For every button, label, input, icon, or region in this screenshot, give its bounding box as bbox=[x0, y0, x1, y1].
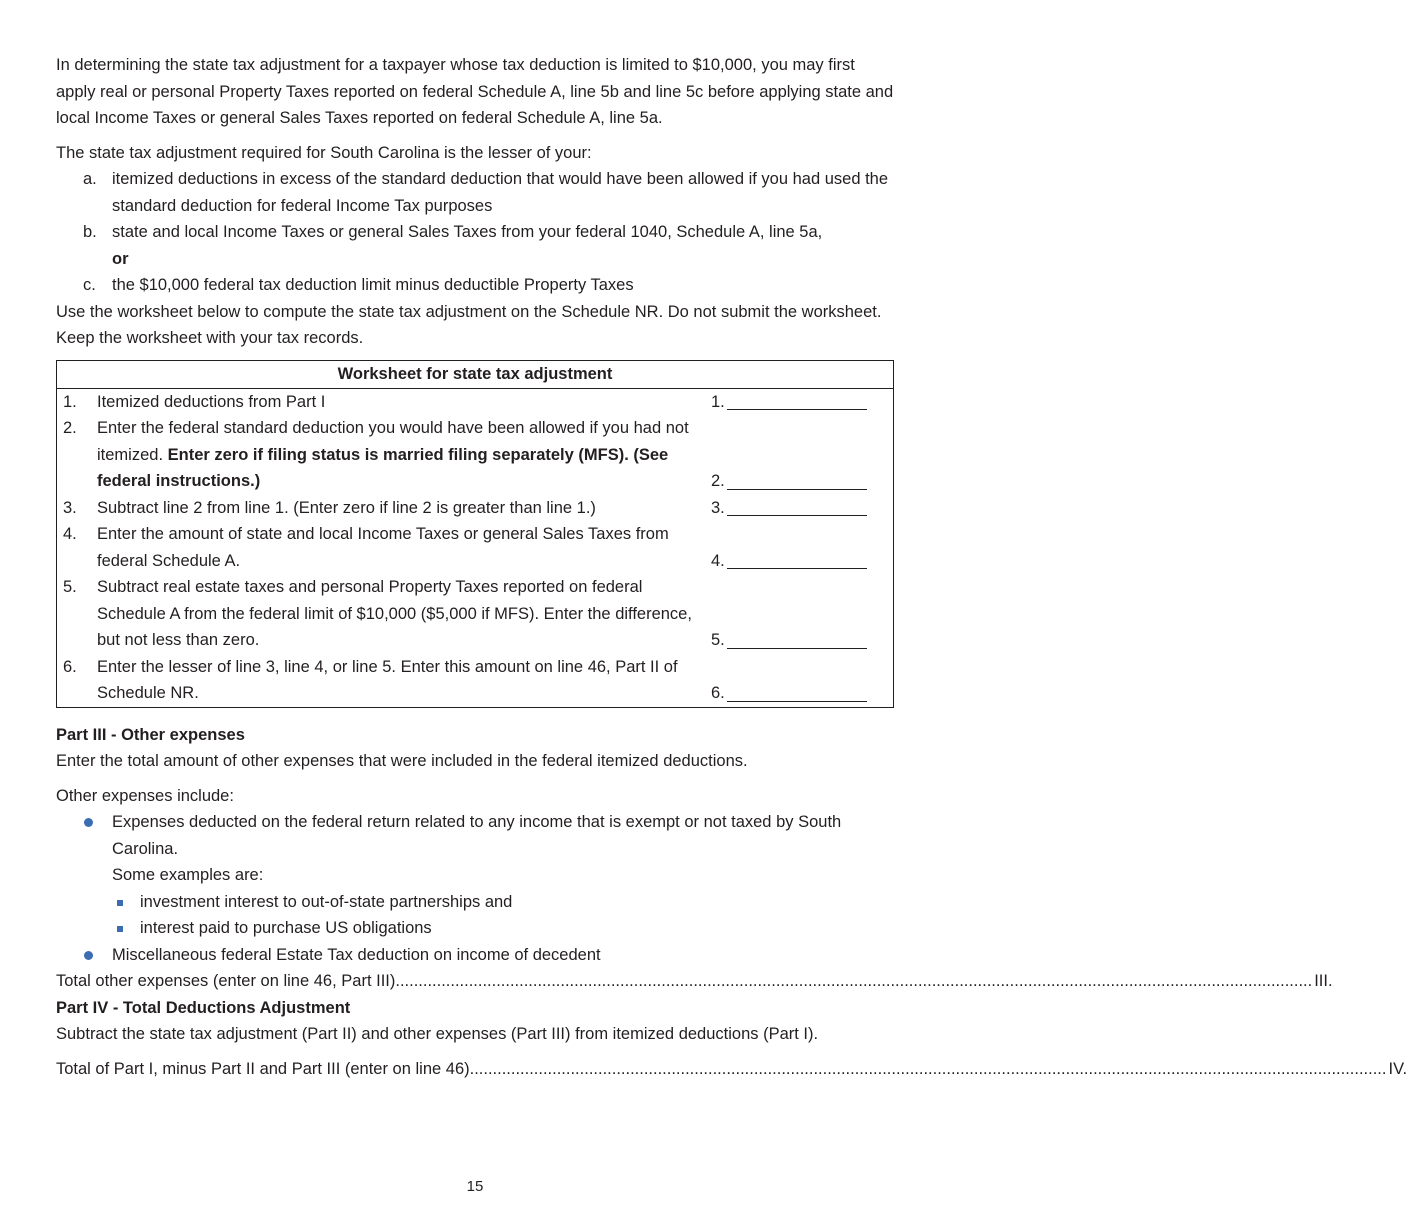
answer-field[interactable] bbox=[727, 681, 867, 702]
total-line-number: IV. bbox=[1388, 1060, 1407, 1078]
total-line-number: III. bbox=[1314, 972, 1333, 990]
row-number: 5. bbox=[63, 578, 77, 596]
list-item bbox=[56, 942, 894, 969]
answer-field[interactable] bbox=[727, 495, 867, 516]
row-text: Subtract real estate taxes and personal Property Taxes reported on federal Schedule A from the federal limit of $10,000 ($5,000 if MFS). Enter the difference, but not less than zero. bbox=[97, 578, 692, 649]
list-item bbox=[56, 809, 894, 942]
row-number: 6. bbox=[63, 657, 77, 676]
answer-cell bbox=[705, 495, 891, 522]
row-text: Subtract line 2 from line 1. (Enter zero if line 2 is greater than line 1.) bbox=[97, 498, 596, 517]
answer-cell bbox=[705, 389, 891, 416]
worksheet-title: Worksheet for state tax adjustment bbox=[57, 361, 893, 389]
answer-cell bbox=[705, 654, 891, 707]
dot-leader: ........................................................................................................................................................................................................ bbox=[469, 1060, 1387, 1078]
list-item-text: investment interest to out-of-state partnerships and bbox=[140, 892, 513, 911]
answer-line-number: 6. bbox=[711, 684, 725, 702]
answer-field[interactable] bbox=[727, 628, 867, 649]
list-item-text: state and local Income Taxes or general Sales Taxes from your federal 1040, Schedule A, line 5a, bbox=[112, 223, 823, 241]
part4-heading: Part IV - Total Deductions Adjustment bbox=[56, 998, 351, 1017]
lesser-of-intro: The state tax adjustment required for South Carolina is the lesser of your: bbox=[56, 143, 592, 162]
page-number: 15 bbox=[466, 1178, 484, 1195]
row-text-bold: Enter zero if filing status is married filing separately (MFS). (See federal instructions.) bbox=[97, 445, 669, 490]
list-marker: a. bbox=[83, 170, 97, 188]
answer-line-number: 4. bbox=[711, 551, 725, 570]
part3-include-label: Other expenses include: bbox=[56, 786, 234, 805]
intro-paragraph: In determining the state tax adjustment for a taxpayer whose tax deduction is limited to $10,000, you may first apply real or personal Property Taxes reported on federal Schedule A, line 5b and line 5c before applying state and local Income Taxes or general Sales Taxes reported on federal Schedule A, line 5a. bbox=[56, 56, 894, 127]
worksheet-row bbox=[57, 415, 893, 495]
bullet-icon bbox=[84, 818, 93, 827]
row-number: 4. bbox=[63, 525, 77, 543]
list-marker: c. bbox=[83, 276, 96, 294]
total-label: Total other expenses (enter on line 46, Part III) bbox=[56, 972, 396, 990]
list-item bbox=[112, 889, 894, 916]
list-item-text: Expenses deducted on the federal return related to any income that is exempt or not taxed by South Carolina. bbox=[112, 813, 842, 858]
worksheet-instructions: Use the worksheet below to compute the state tax adjustment on the Schedule NR. Do not submit the worksheet. Keep the worksheet with your tax records. bbox=[56, 302, 882, 347]
worksheet-row bbox=[57, 495, 893, 522]
answer-line-number: 3. bbox=[711, 498, 725, 517]
part4-text: Subtract the state tax adjustment (Part II) and other expenses (Part III) from itemized deductions (Part I). bbox=[56, 1025, 819, 1043]
examples-list bbox=[112, 889, 894, 942]
list-item-text: itemized deductions in excess of the standard deduction that would have been allowed if you had used the standard deduction for federal Income Tax purposes bbox=[112, 170, 889, 215]
list-item bbox=[112, 915, 894, 942]
lesser-of-list bbox=[56, 166, 894, 299]
worksheet-table bbox=[56, 360, 894, 708]
part3-text: Enter the total amount of other expenses that were included in the federal itemized deductions. bbox=[56, 752, 748, 770]
square-bullet-icon bbox=[117, 926, 123, 932]
answer-cell bbox=[705, 574, 891, 654]
document-body bbox=[56, 52, 1407, 1083]
answer-field[interactable] bbox=[727, 469, 867, 490]
list-item-or: or bbox=[112, 249, 129, 268]
answer-cell bbox=[705, 415, 891, 495]
answer-line-number: 1. bbox=[711, 392, 725, 411]
list-item-text: the $10,000 federal tax deduction limit minus deductible Property Taxes bbox=[112, 276, 634, 294]
part4-total-line bbox=[56, 1056, 1407, 1083]
answer-line-number: 2. bbox=[711, 472, 725, 490]
answer-field[interactable] bbox=[727, 389, 867, 410]
row-number: 3. bbox=[63, 498, 77, 517]
other-expenses-list bbox=[56, 809, 894, 968]
list-item bbox=[56, 166, 894, 219]
answer-line-number: 5. bbox=[711, 631, 725, 649]
dot-leader: ........................................................................................................................................................................................................ bbox=[395, 972, 1313, 990]
bullet-icon bbox=[84, 951, 93, 960]
part3-heading: Part III - Other expenses bbox=[56, 725, 245, 744]
answer-field[interactable] bbox=[727, 548, 867, 569]
examples-label: Some examples are: bbox=[112, 866, 264, 884]
worksheet-row bbox=[57, 654, 893, 707]
row-text: Itemized deductions from Part I bbox=[97, 392, 326, 411]
worksheet-row bbox=[57, 521, 893, 574]
row-number: 1. bbox=[63, 392, 77, 411]
square-bullet-icon bbox=[117, 900, 123, 906]
worksheet-row bbox=[57, 574, 893, 654]
row-text-plain: Enter the federal standard deduction you would have been allowed if you had not itemized. bbox=[97, 419, 689, 464]
row-number: 2. bbox=[63, 419, 77, 437]
list-item bbox=[56, 219, 894, 272]
row-text: Enter the amount of state and local Income Taxes or general Sales Taxes from federal Schedule A. bbox=[97, 525, 669, 570]
list-marker: b. bbox=[83, 223, 97, 241]
list-item bbox=[56, 272, 894, 299]
worksheet-row bbox=[57, 389, 893, 416]
row-text: Enter the lesser of line 3, line 4, or line 5. Enter this amount on line 46, Part II of Schedule NR. bbox=[97, 657, 678, 702]
list-item-text: Miscellaneous federal Estate Tax deduction on income of decedent bbox=[112, 945, 601, 964]
total-label: Total of Part I, minus Part II and Part III (enter on line 46) bbox=[56, 1060, 470, 1078]
part3-total-line bbox=[56, 968, 1333, 995]
row-text bbox=[97, 415, 705, 495]
answer-cell bbox=[705, 521, 891, 574]
list-item-text: interest paid to purchase US obligations bbox=[140, 919, 432, 937]
